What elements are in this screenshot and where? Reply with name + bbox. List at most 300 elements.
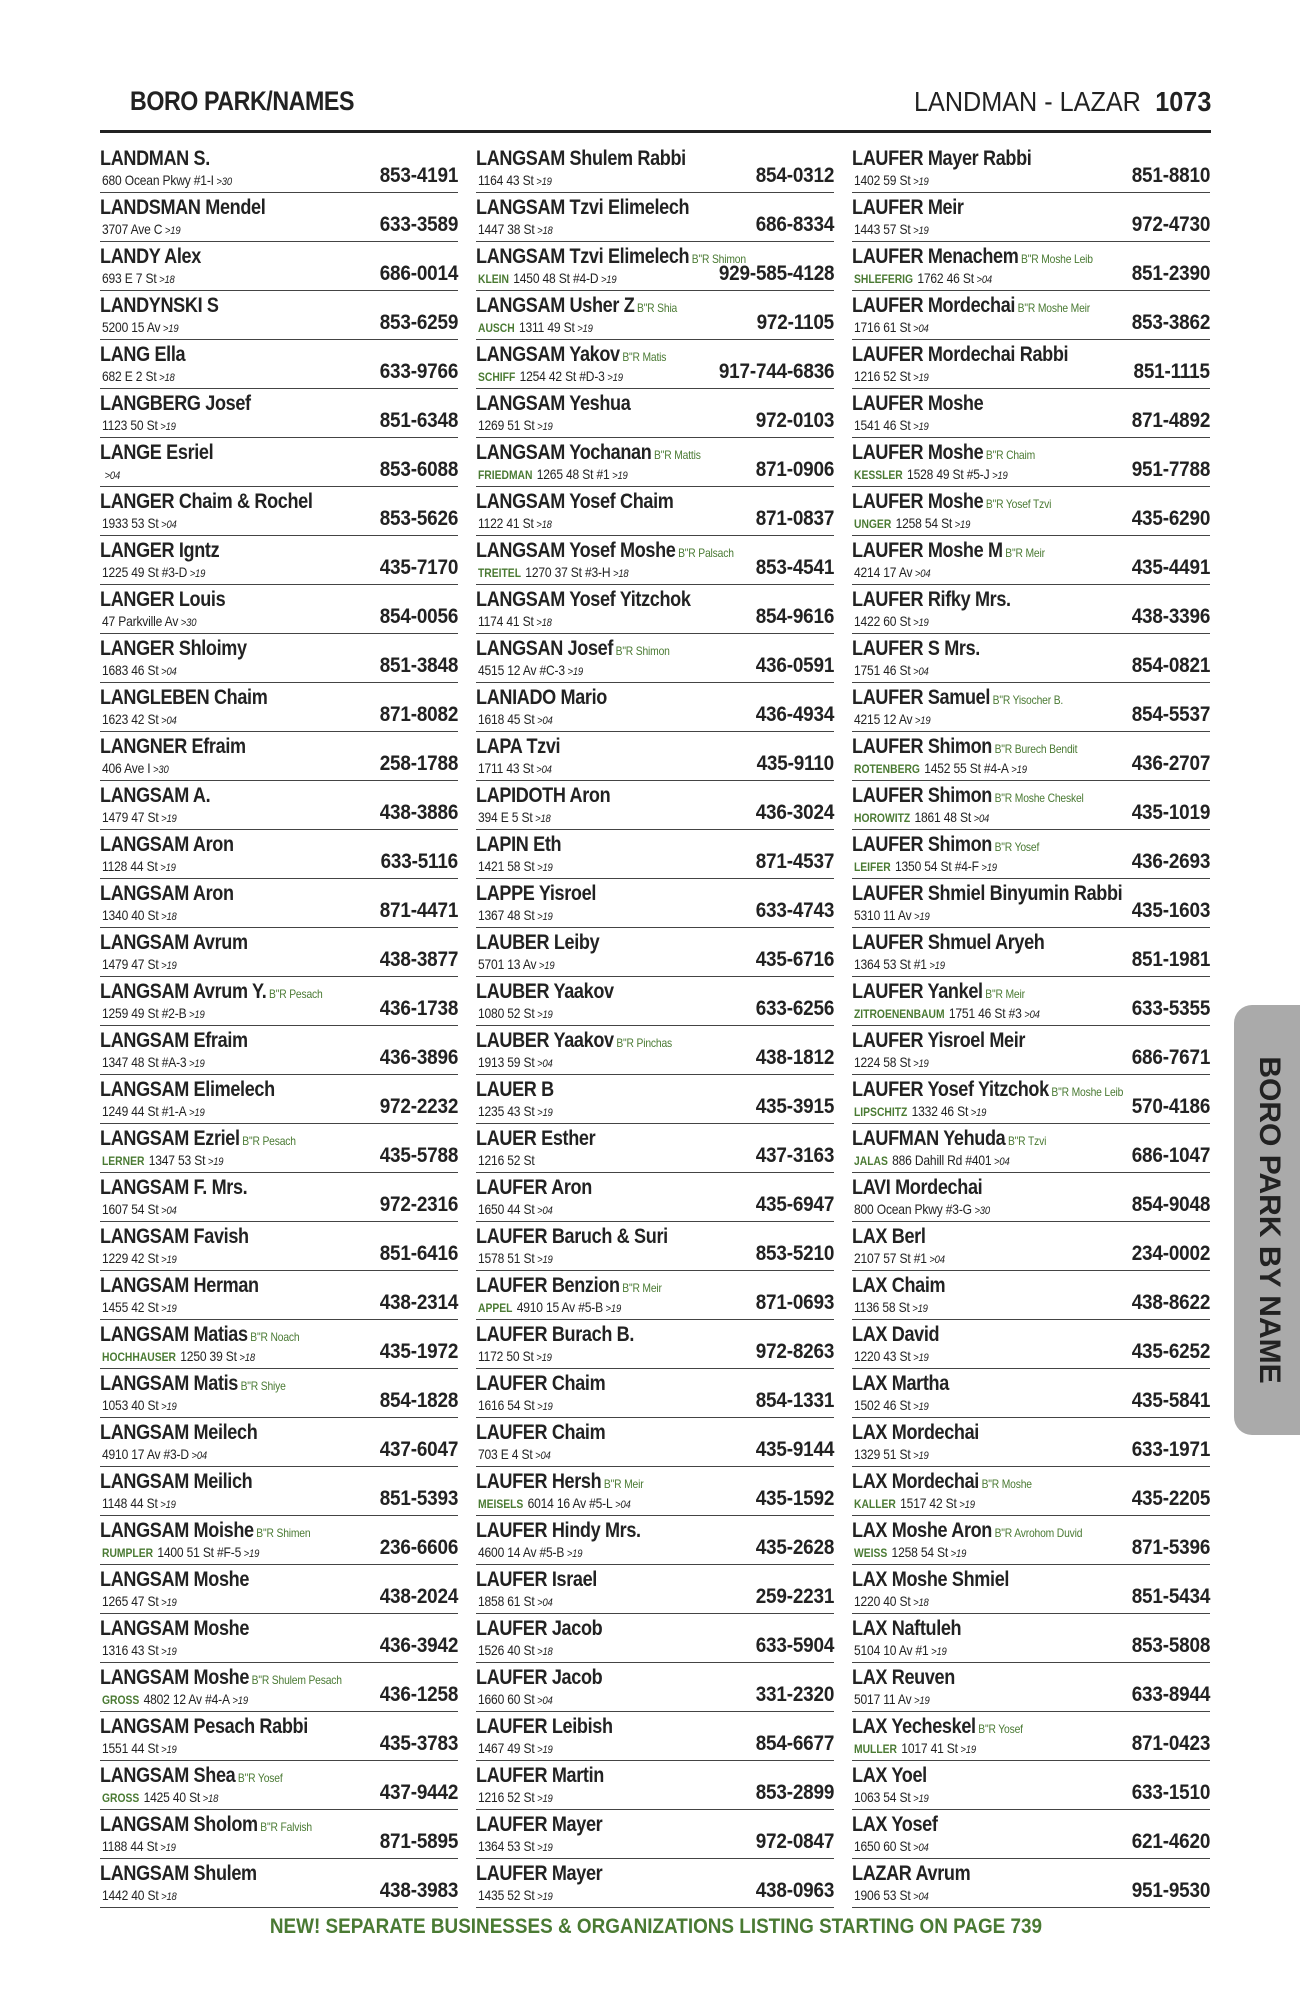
entry-name-text: LAX Martha: [852, 1372, 949, 1395]
entry-phone[interactable]: 686-0014: [379, 262, 458, 285]
entry-street: 1400 51 St #F-5: [157, 1544, 242, 1560]
listing-entry[interactable]: [852, 1026, 1210, 1075]
entry-phone[interactable]: 853-4191: [379, 164, 458, 187]
listing-entry[interactable]: [852, 1369, 1210, 1418]
entry-phone[interactable]: 854-0056: [379, 605, 458, 628]
listing-entry[interactable]: [476, 634, 834, 683]
entry-phone[interactable]: 854-9616: [755, 605, 834, 628]
listing-entry[interactable]: [852, 1173, 1210, 1222]
entry-phone[interactable]: 436-3896: [379, 1046, 458, 1069]
listing-entry[interactable]: [100, 1467, 458, 1516]
listing-entry[interactable]: [852, 242, 1210, 291]
entry-name: [100, 1421, 257, 1445]
entry-address: [102, 1592, 177, 1612]
entry-phone[interactable]: 871-0837: [755, 507, 834, 530]
entry-phone[interactable]: 435-6947: [755, 1193, 834, 1216]
entry-address: [854, 1004, 1040, 1024]
listing-entry[interactable]: [100, 1565, 458, 1614]
entry-phone[interactable]: 871-5895: [379, 1830, 458, 1853]
listing-entry[interactable]: [476, 242, 834, 291]
entry-phone[interactable]: 871-5396: [1131, 1536, 1210, 1559]
entry-phone[interactable]: 854-1828: [379, 1389, 458, 1412]
listing-entry[interactable]: [100, 1222, 458, 1271]
entry-street: 4214 17 Av: [854, 564, 913, 580]
listing-entry[interactable]: [852, 683, 1210, 732]
entry-zone: >19: [537, 1842, 553, 1854]
entry-phone[interactable]: 851-1115: [1133, 360, 1210, 383]
listing-entry[interactable]: [476, 879, 834, 928]
entry-phone[interactable]: 929-585-4128: [718, 262, 834, 285]
entry-phone[interactable]: 633-9766: [379, 360, 458, 383]
entry-phone[interactable]: 871-0906: [755, 458, 834, 481]
listing-entry[interactable]: [100, 144, 458, 193]
entry-address: [478, 1445, 551, 1465]
entry-name: [852, 784, 1084, 810]
entry-phone[interactable]: 851-5393: [379, 1487, 458, 1510]
entry-phone[interactable]: 854-6677: [755, 1732, 834, 1755]
listing-entry[interactable]: [100, 585, 458, 634]
entry-phone[interactable]: 436-3942: [379, 1634, 458, 1657]
entry-phone[interactable]: 951-9530: [1131, 1879, 1210, 1902]
entry-address: [854, 808, 989, 828]
listing-entry[interactable]: [852, 1222, 1210, 1271]
entry-patronymic: B"R Yosef: [237, 1771, 283, 1785]
entry-name-text: LAPA Tzvi: [476, 735, 561, 758]
entry-zone: >18: [537, 1646, 553, 1658]
listing-entry[interactable]: [852, 536, 1210, 585]
entry-phone[interactable]: 951-7788: [1131, 458, 1210, 481]
listing-entry[interactable]: [100, 1173, 458, 1222]
listing-entry[interactable]: [100, 634, 458, 683]
listing-entry[interactable]: [476, 1810, 834, 1859]
listing-entry[interactable]: [476, 1026, 834, 1075]
entry-name-text: LAUFER Hersh: [476, 1470, 602, 1493]
entry-phone[interactable]: 633-4743: [755, 899, 834, 922]
entry-phone[interactable]: 621-4620: [1131, 1830, 1210, 1853]
listing-entry[interactable]: [476, 1761, 834, 1810]
listing-entry[interactable]: [852, 1516, 1210, 1565]
listing-entry[interactable]: [100, 487, 458, 536]
listing-entry[interactable]: [852, 1614, 1210, 1663]
entry-phone[interactable]: 331-2320: [755, 1683, 834, 1706]
entry-street: 1618 45 St: [478, 711, 535, 727]
entry-name-text: LAUFER Moshe: [852, 490, 984, 513]
entry-phone[interactable]: 435-1592: [755, 1487, 834, 1510]
entry-phone[interactable]: 633-3589: [379, 213, 458, 236]
listing-entry[interactable]: [476, 193, 834, 242]
entry-phone[interactable]: 436-0591: [755, 654, 834, 677]
entry-phone[interactable]: 437-6047: [379, 1438, 458, 1461]
listing-entry[interactable]: [852, 585, 1210, 634]
listing-entry[interactable]: [476, 1859, 834, 1908]
entry-phone[interactable]: 871-8082: [379, 703, 458, 726]
entry-name: [100, 1666, 342, 1692]
entry-name-text: LAUFER Rifky Mrs.: [852, 588, 1011, 611]
listing-entry[interactable]: [852, 487, 1210, 536]
entry-phone[interactable]: 851-8810: [1131, 164, 1210, 187]
listing-entry[interactable]: [476, 1222, 834, 1271]
entry-phone[interactable]: 851-2390: [1131, 262, 1210, 285]
entry-name-text: LANGER Louis: [100, 588, 226, 611]
listing-entry[interactable]: [852, 1075, 1210, 1124]
entry-name: [852, 539, 1045, 565]
listing-entry[interactable]: [100, 1516, 458, 1565]
entry-phone[interactable]: 435-6252: [1131, 1340, 1210, 1363]
listing-entry[interactable]: [852, 1761, 1210, 1810]
listing-entry[interactable]: [100, 1712, 458, 1761]
entry-name: [852, 1813, 938, 1837]
entry-phone[interactable]: 436-3024: [755, 801, 834, 824]
listing-entry[interactable]: [100, 242, 458, 291]
entry-phone[interactable]: 438-3886: [379, 801, 458, 824]
entry-name: [100, 147, 210, 171]
entry-name: [476, 931, 599, 955]
entry-address: [478, 171, 552, 191]
listing-entry[interactable]: [476, 438, 834, 487]
listing-entry[interactable]: [852, 1712, 1210, 1761]
entry-phone[interactable]: 234-0002: [1131, 1242, 1210, 1265]
entry-name: [852, 980, 1025, 1006]
listing-entry[interactable]: [100, 830, 458, 879]
listing-entry[interactable]: [476, 928, 834, 977]
entry-phone[interactable]: 435-5841: [1131, 1389, 1210, 1412]
entry-phone[interactable]: 686-7671: [1131, 1046, 1210, 1069]
listing-entry[interactable]: [476, 487, 834, 536]
entry-phone[interactable]: 871-4537: [755, 850, 834, 873]
listing-entry[interactable]: [852, 1859, 1210, 1908]
listing-entry[interactable]: [100, 536, 458, 585]
listing-entry[interactable]: [100, 732, 458, 781]
entry-patronymic: B"R Shimon: [615, 644, 670, 658]
listing-entry[interactable]: [476, 144, 834, 193]
entry-phone[interactable]: 854-0312: [755, 164, 834, 187]
entry-phone[interactable]: 686-1047: [1131, 1144, 1210, 1167]
entry-phone[interactable]: 853-5210: [755, 1242, 834, 1265]
entry-phone[interactable]: 436-2707: [1131, 752, 1210, 775]
entry-phone[interactable]: 438-3396: [1131, 605, 1210, 628]
listing-entry[interactable]: [852, 1418, 1210, 1467]
listing-entry[interactable]: [852, 977, 1210, 1026]
listing-entry[interactable]: [852, 1663, 1210, 1712]
entry-street: 1316 43 St: [102, 1642, 159, 1658]
entry-phone[interactable]: 917-744-6836: [718, 360, 834, 383]
entry-phone[interactable]: 258-1788: [379, 752, 458, 775]
listing-entry[interactable]: [100, 1418, 458, 1467]
entry-phone[interactable]: 435-9110: [756, 752, 834, 775]
entry-phone[interactable]: 972-1105: [756, 311, 834, 334]
entry-phone[interactable]: 686-8334: [755, 213, 834, 236]
listing-entry[interactable]: [852, 389, 1210, 438]
listing-entry[interactable]: [852, 291, 1210, 340]
entry-zone: >19: [161, 1303, 177, 1315]
entry-zone: >04: [994, 1156, 1010, 1168]
entry-phone[interactable]: 435-2628: [755, 1536, 834, 1559]
entry-maiden-name: AUSCH: [478, 321, 515, 335]
listing-entry[interactable]: [476, 732, 834, 781]
listing-entry[interactable]: [100, 291, 458, 340]
entry-phone[interactable]: 435-6716: [755, 948, 834, 971]
listing-entry[interactable]: [852, 879, 1210, 928]
entry-phone[interactable]: 570-4186: [1131, 1095, 1210, 1118]
listing-entry[interactable]: [100, 389, 458, 438]
entry-phone[interactable]: 436-2693: [1131, 850, 1210, 873]
section-side-tab[interactable]: [1234, 1005, 1300, 1435]
listing-entry[interactable]: [476, 1418, 834, 1467]
listing-entry[interactable]: [476, 536, 834, 585]
entry-phone[interactable]: 435-1019: [1131, 801, 1210, 824]
entry-phone[interactable]: 436-1258: [379, 1683, 458, 1706]
entry-name-text: LANGSAM Yosef Yitzchok: [476, 588, 691, 611]
entry-name: [100, 1617, 249, 1641]
entry-zone: >19: [607, 372, 623, 384]
entry-address: [854, 318, 929, 338]
listing-entry[interactable]: [476, 1712, 834, 1761]
entry-address: [102, 1788, 218, 1808]
listing-entry[interactable]: [100, 977, 458, 1026]
entry-phone[interactable]: 854-9048: [1131, 1193, 1210, 1216]
listing-entry[interactable]: [476, 781, 834, 830]
entry-name-text: LANGSAM Shulem: [100, 1862, 257, 1885]
entry-zone: >04: [161, 666, 177, 678]
entry-street: 1063 54 St: [854, 1789, 911, 1805]
entry-phone[interactable]: 435-1603: [1131, 899, 1210, 922]
entry-name-text: LANGSAM Favish: [100, 1225, 249, 1248]
entry-phone[interactable]: 854-0821: [1131, 654, 1210, 677]
listing-entry[interactable]: [476, 389, 834, 438]
entry-phone[interactable]: 972-2316: [379, 1193, 458, 1216]
entry-street: 1861 48 St: [914, 809, 972, 825]
entry-zone: >19: [537, 1009, 553, 1021]
entry-address: [478, 1837, 553, 1857]
listing-entry[interactable]: [852, 634, 1210, 683]
entry-phone[interactable]: 438-1812: [755, 1046, 834, 1069]
entry-name-text: LANGSAM Tzvi Elimelech: [476, 245, 690, 268]
entry-zone: >04: [1024, 1009, 1040, 1021]
listing-entry[interactable]: [100, 1124, 458, 1173]
entry-address: [102, 1298, 177, 1318]
listing-entry[interactable]: [852, 1565, 1210, 1614]
listing-entry[interactable]: [476, 340, 834, 389]
entry-address: [102, 710, 177, 730]
entry-maiden-name: MULLER: [854, 1742, 897, 1756]
entry-phone[interactable]: 438-8622: [1131, 1291, 1210, 1314]
entry-phone[interactable]: 851-3848: [379, 654, 458, 677]
entry-phone[interactable]: 853-5808: [1131, 1634, 1210, 1657]
listing-entry[interactable]: [100, 879, 458, 928]
entry-phone[interactable]: 871-4471: [379, 899, 458, 922]
entry-phone[interactable]: 438-2024: [379, 1585, 458, 1608]
listing-entry[interactable]: [476, 1467, 834, 1516]
entry-name: [100, 637, 247, 661]
entry-phone[interactable]: 853-3862: [1131, 311, 1210, 334]
entry-zone: >19: [161, 1646, 177, 1658]
listing-entry[interactable]: [476, 1173, 834, 1222]
entry-street: 1220 40 St: [854, 1593, 911, 1609]
entry-phone[interactable]: 435-3783: [379, 1732, 458, 1755]
entry-phone[interactable]: 236-6606: [379, 1536, 458, 1559]
entry-phone[interactable]: 438-2314: [379, 1291, 458, 1314]
listing-entry[interactable]: [100, 1026, 458, 1075]
entry-name: [852, 1764, 927, 1788]
entry-phone[interactable]: 633-1510: [1131, 1781, 1210, 1804]
entry-phone[interactable]: 853-4541: [755, 556, 834, 579]
entry-maiden-name: LIPSCHITZ: [854, 1105, 908, 1119]
entry-phone[interactable]: 853-6259: [379, 311, 458, 334]
entry-phone[interactable]: 435-6290: [1131, 507, 1210, 530]
entry-phone[interactable]: 633-5116: [380, 850, 458, 873]
entry-zone: >19: [577, 323, 593, 335]
listing-entry[interactable]: [476, 977, 834, 1026]
listing-entry[interactable]: [476, 1614, 834, 1663]
entry-phone[interactable]: 435-1972: [379, 1340, 458, 1363]
entry-phone[interactable]: 972-8263: [755, 1340, 834, 1363]
entry-phone[interactable]: 633-5355: [1131, 997, 1210, 1020]
entry-name: [852, 686, 1063, 712]
entry-phone[interactable]: 633-1971: [1131, 1438, 1210, 1461]
listing-entry[interactable]: [852, 340, 1210, 389]
listing-entry[interactable]: [852, 732, 1210, 781]
listing-entry[interactable]: [100, 1663, 458, 1712]
listing-entry[interactable]: [852, 1271, 1210, 1320]
entry-street: 1258 54 St: [891, 1544, 949, 1560]
entry-patronymic: B"R Matis: [622, 350, 667, 364]
entry-phone[interactable]: 853-5626: [379, 507, 458, 530]
listing-entry[interactable]: [100, 193, 458, 242]
listing-entry[interactable]: [100, 683, 458, 732]
entry-address: [102, 1200, 177, 1220]
entry-phone[interactable]: 972-0103: [755, 409, 834, 432]
entry-phone[interactable]: 972-2232: [379, 1095, 458, 1118]
entry-name: [100, 735, 246, 759]
entry-name-text: LAUFER Meir: [852, 196, 964, 219]
entry-phone[interactable]: 853-2899: [755, 1781, 834, 1804]
entry-phone[interactable]: 435-3915: [755, 1095, 834, 1118]
listing-entry[interactable]: [476, 1663, 834, 1712]
listing-entry[interactable]: [100, 340, 458, 389]
entry-patronymic: B"R Noach: [250, 1330, 300, 1344]
listing-entry[interactable]: [100, 1075, 458, 1124]
entry-phone[interactable]: 436-1738: [379, 997, 458, 1020]
entry-name: [476, 1127, 595, 1151]
listing-entry[interactable]: [852, 1810, 1210, 1859]
entry-phone[interactable]: 633-8944: [1131, 1683, 1210, 1706]
entry-phone[interactable]: 437-3163: [755, 1144, 834, 1167]
entry-phone[interactable]: 851-1981: [1131, 948, 1210, 971]
listing-entry[interactable]: [852, 781, 1210, 830]
listing-entry[interactable]: [100, 1859, 458, 1908]
entry-phone[interactable]: 972-4730: [1131, 213, 1210, 236]
listing-entry[interactable]: [852, 1467, 1210, 1516]
entry-phone[interactable]: 871-0423: [1131, 1732, 1210, 1755]
listing-entry[interactable]: [852, 1124, 1210, 1173]
entry-name: [476, 343, 666, 369]
entry-phone[interactable]: 851-6416: [379, 1242, 458, 1265]
entry-phone[interactable]: 435-2205: [1131, 1487, 1210, 1510]
entry-address: [478, 269, 616, 289]
entry-address: [102, 1494, 176, 1514]
entry-phone[interactable]: 871-0693: [755, 1291, 834, 1314]
listing-entry[interactable]: [100, 1320, 458, 1369]
listing-entry[interactable]: [476, 585, 834, 634]
listing-entry[interactable]: [852, 144, 1210, 193]
listing-entry[interactable]: [100, 1614, 458, 1663]
entry-name-text: LANGSAN Josef: [476, 637, 614, 660]
entry-phone[interactable]: 633-6256: [755, 997, 834, 1020]
entry-address: [102, 465, 120, 485]
entry-zone: >18: [913, 1597, 929, 1609]
listing-entry[interactable]: [476, 683, 834, 732]
entry-street: 406 Ave I: [102, 760, 151, 776]
listing-entry[interactable]: [476, 291, 834, 340]
listing-entry[interactable]: [476, 1320, 834, 1369]
listing-entry[interactable]: [476, 1565, 834, 1614]
listing-entry[interactable]: [476, 830, 834, 879]
entry-phone[interactable]: 851-6348: [379, 409, 458, 432]
entry-phone[interactable]: 853-6088: [379, 458, 458, 481]
listing-entry[interactable]: [100, 928, 458, 977]
listing-entry[interactable]: [476, 1369, 834, 1418]
entry-patronymic: B"R Yisocher B.: [992, 693, 1064, 707]
listing-entry[interactable]: [852, 438, 1210, 487]
entry-name: [100, 1323, 299, 1349]
entry-phone[interactable]: 851-5434: [1131, 1585, 1210, 1608]
entry-phone[interactable]: 437-9442: [379, 1781, 458, 1804]
entry-name-text: LAUFER Hindy Mrs.: [476, 1519, 641, 1542]
entry-phone[interactable]: 435-5788: [379, 1144, 458, 1167]
entry-phone[interactable]: 435-4491: [1131, 556, 1210, 579]
listing-entry[interactable]: [476, 1124, 834, 1173]
entry-phone[interactable]: 633-5904: [755, 1634, 834, 1657]
entry-phone[interactable]: 259-2231: [755, 1585, 834, 1608]
entry-phone[interactable]: 438-3877: [379, 948, 458, 971]
entry-patronymic: B"R Burech Bendit: [994, 742, 1078, 756]
listing-entry[interactable]: [100, 1761, 458, 1810]
entry-address: [478, 1739, 553, 1759]
entry-phone[interactable]: 435-9144: [755, 1438, 834, 1461]
entry-phone[interactable]: 871-4892: [1131, 409, 1210, 432]
listing-entry[interactable]: [852, 928, 1210, 977]
entry-phone[interactable]: 438-0963: [755, 1879, 834, 1902]
entry-name-text: LAUFER Baruch & Suri: [476, 1225, 668, 1248]
listing-entry[interactable]: [852, 1320, 1210, 1369]
entry-name: [852, 1519, 1082, 1545]
entry-name: [476, 147, 686, 171]
entry-zone: >19: [913, 1058, 929, 1070]
listing-entry[interactable]: [852, 193, 1210, 242]
entry-maiden-name: LEIFER: [854, 860, 891, 874]
listing-entry[interactable]: [100, 1271, 458, 1320]
entry-zone: >19: [537, 1107, 553, 1119]
entry-phone[interactable]: 438-3983: [379, 1879, 458, 1902]
listing-entry[interactable]: [476, 1075, 834, 1124]
listing-entry[interactable]: [100, 1810, 458, 1859]
listing-entry[interactable]: [852, 830, 1210, 879]
listing-entry[interactable]: [100, 1369, 458, 1418]
listing-entry[interactable]: [100, 438, 458, 487]
entry-phone[interactable]: 435-7170: [379, 556, 458, 579]
listing-entry[interactable]: [476, 1516, 834, 1565]
entry-maiden-name: ZITROENENBAUM: [854, 1007, 945, 1021]
listing-entry[interactable]: [100, 781, 458, 830]
entry-phone[interactable]: 854-5537: [1131, 703, 1210, 726]
entry-phone[interactable]: 854-1331: [755, 1389, 834, 1412]
entry-phone[interactable]: 436-4934: [755, 703, 834, 726]
entry-phone[interactable]: 972-0847: [755, 1830, 834, 1853]
entry-zone: >19: [537, 1744, 553, 1756]
listing-entry[interactable]: [476, 1271, 834, 1320]
entry-zone: >04: [537, 715, 553, 727]
entry-street: 1447 38 St: [478, 221, 535, 237]
